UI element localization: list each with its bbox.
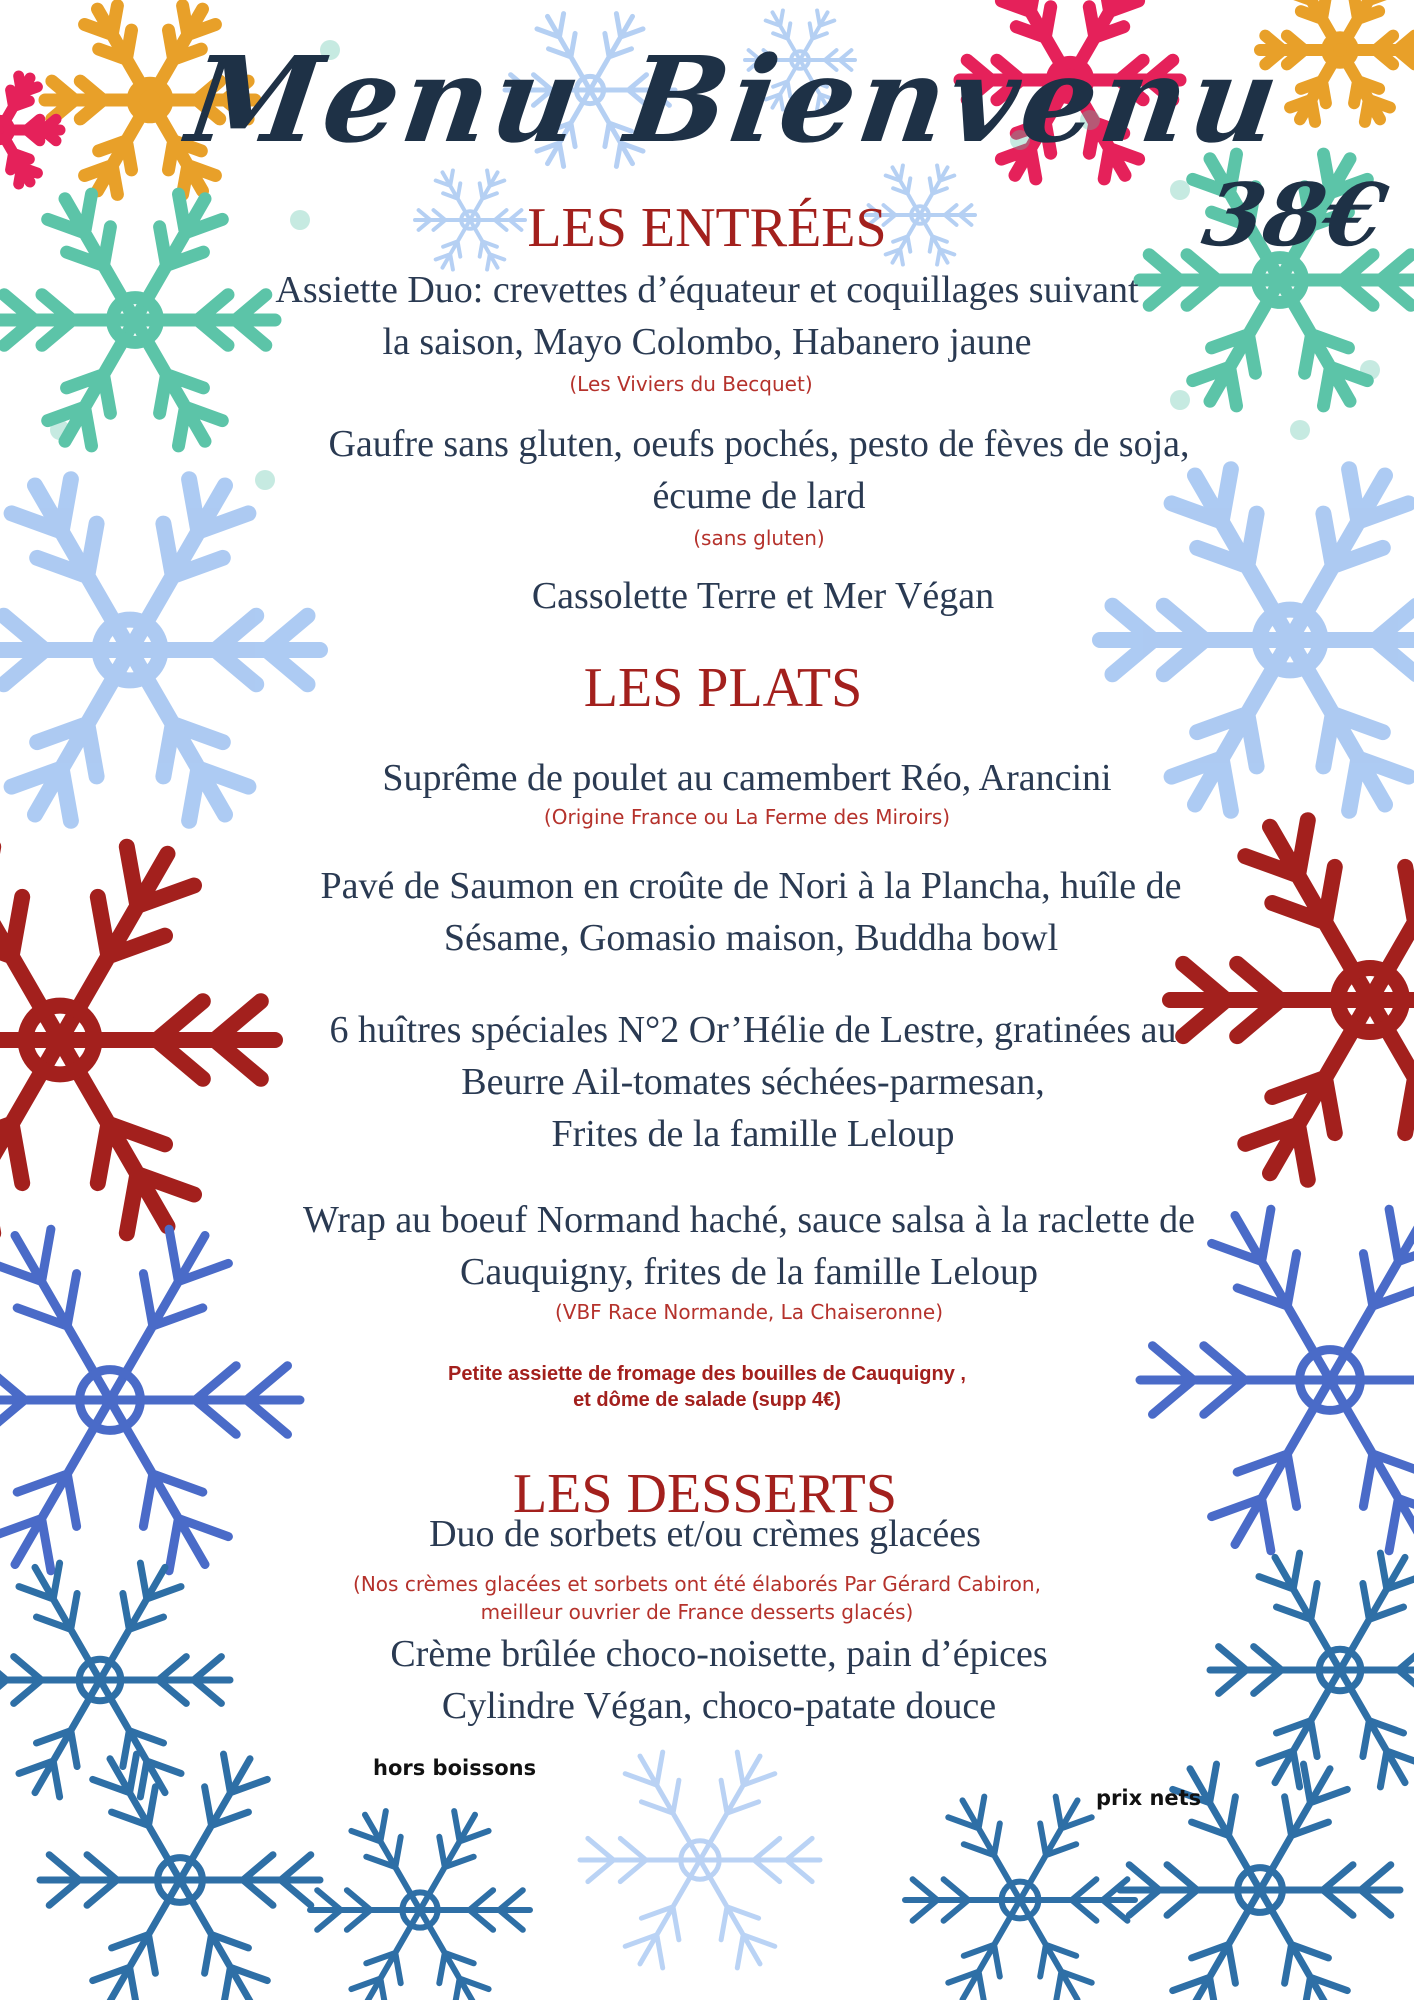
entree-1-line-2: la saison, Mayo Colombo, Habanero jaune bbox=[382, 321, 1032, 363]
entree-2-line-2: écume de lard bbox=[652, 475, 866, 517]
plat-1: Suprême de poulet au camembert Réo, Arancini bbox=[382, 757, 1112, 799]
entree-3: Cassolette Terre et Mer Végan bbox=[531, 575, 995, 617]
menu-price: 38€ bbox=[1196, 165, 1394, 266]
plat-4-line-2: Cauquigny, frites de la famille Leloup bbox=[460, 1251, 1038, 1293]
plat-4-note: (VBF Race Normande, La Chaiseronne) bbox=[554, 1300, 944, 1324]
dessert-1-note-line-2: meilleur ouvrier de France desserts glacés) bbox=[480, 1600, 914, 1624]
plat-3-line-1: 6 huîtres spéciales N°2 Or’Hélie de Lestre, gratinées au bbox=[329, 1009, 1177, 1051]
footer-hors-boissons: hors boissons bbox=[373, 1756, 537, 1780]
plat-2-line-2: Sésame, Gomasio maison, Buddha bowl bbox=[443, 917, 1059, 959]
snowflake-lightblue-icon bbox=[580, 1752, 820, 1968]
plat-4-line-1: Wrap au boeuf Normand haché, sauce salsa à la raclette de bbox=[302, 1199, 1196, 1241]
dessert-2: Crème brûlée choco-noisette, pain d’épices bbox=[390, 1633, 1048, 1675]
snowflake-teal-icon bbox=[310, 1811, 530, 2000]
supplement-line-2: et dôme de salade (supp 4€) bbox=[573, 1389, 841, 1411]
footer-prix-nets: prix nets bbox=[1096, 1786, 1202, 1810]
snowflake-teal-icon bbox=[905, 1797, 1135, 2000]
dessert-1: Duo de sorbets et/ou crèmes glacées bbox=[429, 1513, 981, 1555]
entree-1-line-1: Assiette Duo: crevettes d’équateur et coquillages suivant bbox=[275, 269, 1139, 311]
entree-2-line-1: Gaufre sans gluten, oeufs pochés, pesto de fèves de soja, bbox=[328, 423, 1190, 465]
dessert-3: Cylindre Végan, choco-patate douce bbox=[441, 1685, 997, 1727]
entree-1-note: (Les Viviers du Becquet) bbox=[569, 372, 813, 396]
plat-3-line-2: Beurre Ail-tomates séchées-parmesan, bbox=[461, 1061, 1045, 1103]
snowflake-teal-icon bbox=[40, 1754, 320, 2000]
dessert-1-note-line-1: (Nos crèmes glacées et sorbets ont été élaborés Par Gérard Cabiron, bbox=[353, 1572, 1041, 1596]
plat-3-line-3: Frites de la famille Leloup bbox=[551, 1113, 955, 1155]
entree-2-note: (sans gluten) bbox=[693, 526, 825, 550]
plat-2-line-1: Pavé de Saumon en croûte de Nori à la Plancha, huîle de bbox=[320, 865, 1182, 907]
menu-title: Menu Bienvenu bbox=[180, 30, 1291, 169]
desserts-heading: LES DESSERTS bbox=[512, 1463, 898, 1525]
plat-1-note: (Origine France ou La Ferme des Miroirs) bbox=[543, 805, 951, 829]
plats-heading: LES PLATS bbox=[583, 657, 863, 719]
snowflake-pink-icon bbox=[0, 76, 60, 184]
entrees-heading: LES ENTRÉES bbox=[527, 197, 887, 259]
supplement-line-1: Petite assiette de fromage des bouilles de Cauquigny , bbox=[448, 1363, 966, 1385]
